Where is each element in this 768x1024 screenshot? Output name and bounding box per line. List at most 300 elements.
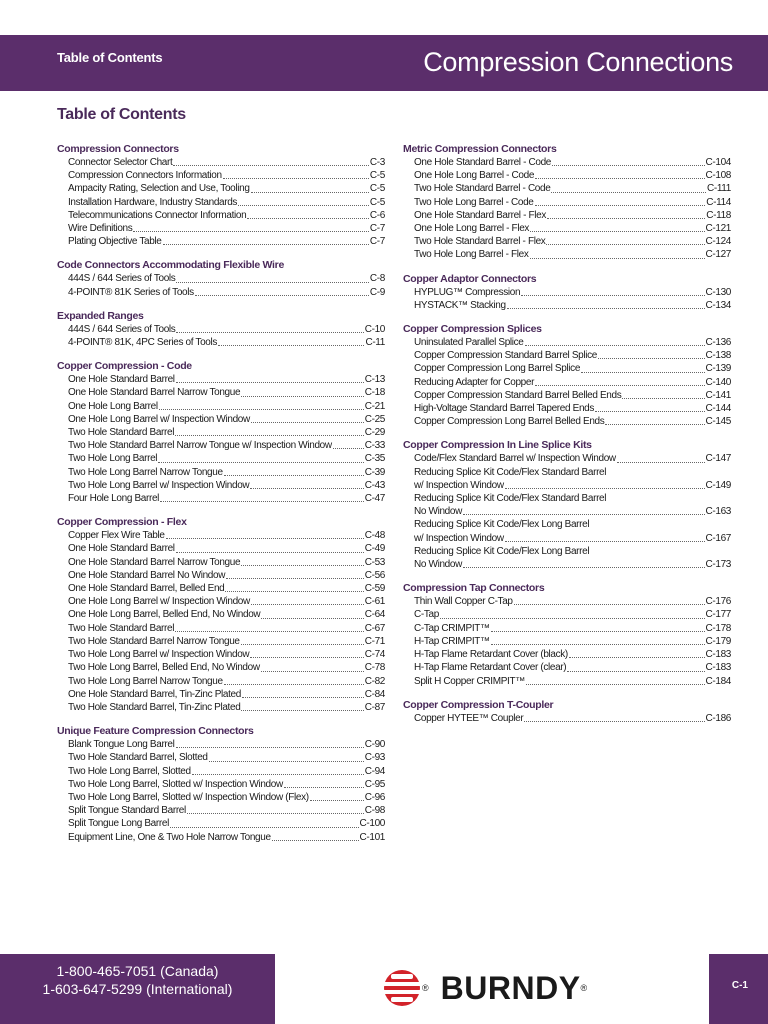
toc-entry[interactable]: [403, 156, 731, 169]
toc-leader-dots: [170, 827, 359, 828]
toc-entry-page: C-71: [364, 635, 385, 647]
toc-leader-dots: [176, 282, 368, 283]
toc-entry-page: C-49: [364, 543, 385, 555]
toc-leader-dots: [159, 409, 364, 410]
toc-entry-page: C-177: [705, 609, 731, 621]
toc-entry-title: One Hole Long Barrel: [68, 400, 158, 412]
toc-leader-dots: [225, 591, 363, 592]
toc-entry[interactable]: [403, 675, 731, 688]
toc-leader-dots: [251, 422, 364, 423]
toc-entry[interactable]: [57, 386, 385, 399]
toc-leader-dots: [552, 165, 704, 166]
toc-leader-dots: [218, 345, 364, 346]
toc-entry[interactable]: [403, 248, 731, 261]
toc-entry[interactable]: [57, 738, 385, 751]
toc-entry[interactable]: [403, 299, 731, 312]
toc-entry-page: C-108: [705, 170, 731, 182]
toc-leader-dots: [569, 657, 705, 658]
toc-entry-page: C-82: [364, 675, 385, 687]
toc-entry[interactable]: [403, 595, 731, 608]
toc-entry-page: C-144: [705, 403, 731, 415]
logo-wordmark: BURNDY: [440, 969, 581, 1006]
phone-international: 1-603-647-5299 (International): [42, 981, 233, 997]
toc-entry[interactable]: [57, 400, 385, 413]
toc-entry[interactable]: [57, 336, 385, 349]
toc-entry-title: Two Hole Standard Barrel - Code: [414, 183, 551, 195]
toc-entry[interactable]: [57, 582, 385, 595]
toc-leader-dots: [166, 538, 364, 539]
toc-entry-title: Copper Compression Standard Barrel Belled Ends: [414, 389, 622, 401]
toc-entry-title: Copper Compression Long Barrel Splice: [414, 363, 581, 375]
toc-entry-title: Code/Flex Standard Barrel w/ Inspection Window: [414, 453, 616, 465]
toc-entry-page: C-29: [364, 427, 385, 439]
toc-leader-dots: [261, 618, 363, 619]
toc-entry-page: C-140: [705, 376, 731, 388]
toc-leader-dots: [622, 398, 704, 399]
toc-entry[interactable]: [57, 169, 385, 182]
toc-entry-title: Two Hole Standard Barrel - Flex: [414, 236, 546, 248]
toc-leader-dots: [507, 308, 705, 309]
toc-entry[interactable]: [57, 765, 385, 778]
toc-entry-title: Two Hole Long Barrel - Code: [414, 196, 534, 208]
toc-leader-dots: [241, 710, 363, 711]
toc-entry[interactable]: [403, 415, 731, 428]
toc-entry-title: Two Hole Long Barrel Narrow Tongue: [68, 466, 223, 478]
toc-leader-dots: [551, 192, 706, 193]
toc-entry[interactable]: [403, 286, 731, 299]
toc-entry-title: Installation Hardware, Industry Standards: [68, 196, 238, 208]
toc-entry-page: C-43: [364, 479, 385, 491]
toc-entry[interactable]: [57, 479, 385, 492]
toc-entry-page: C-35: [364, 453, 385, 465]
toc-entry-title: One Hole Long Barrel w/ Inspection Window: [68, 596, 250, 608]
toc-entry-title: Reducing Splice Kit Code/Flex Long Barrel: [414, 545, 590, 557]
toc-leader-dots: [176, 382, 364, 383]
toc-entry-title: Copper Compression Standard Barrel Splice: [414, 350, 597, 362]
toc-entry[interactable]: [57, 373, 385, 386]
toc-entry-page: C-48: [364, 530, 385, 542]
toc-entry[interactable]: [57, 804, 385, 817]
toc-entry[interactable]: [57, 791, 385, 804]
toc-section-title: Copper Compression - Flex: [57, 516, 187, 529]
toc-entry[interactable]: [403, 635, 731, 648]
toc-entry-page: C-64: [364, 609, 385, 621]
toc-leader-dots: [158, 462, 364, 463]
toc-entry[interactable]: [403, 362, 731, 375]
toc-entry-title: Two Hole Long Barrel, Slotted: [68, 765, 191, 777]
toc-entry-title: C-Tap: [414, 609, 439, 621]
toc-entry[interactable]: [57, 556, 385, 569]
toc-entry-title: 444S / 644 Series of Tools: [68, 273, 176, 285]
toc-entry-page: C-56: [364, 569, 385, 581]
toc-leader-dots: [535, 385, 704, 386]
toc-entry[interactable]: [403, 505, 731, 518]
toc-entry-title: One Hole Standard Barrel: [68, 374, 175, 386]
toc-entry-title: Two Hole Long Barrel, Belled End, No Window: [68, 662, 260, 674]
toc-entry[interactable]: [403, 608, 731, 621]
toc-entry[interactable]: [57, 286, 385, 299]
toc-leader-dots: [530, 258, 705, 259]
toc-section-title: Copper Compression T-Coupler: [403, 698, 554, 711]
toc-entry[interactable]: [57, 413, 385, 426]
toc-entry[interactable]: [57, 492, 385, 505]
toc-section: [403, 439, 731, 571]
toc-leader-dots: [463, 567, 705, 568]
toc-entry-page: C-67: [364, 622, 385, 634]
toc-entry-title: Two Hole Long Barrel, Slotted w/ Inspection Window: [68, 778, 283, 790]
toc-entry-page: C-179: [705, 635, 731, 647]
toc-entry-page: C-8: [369, 273, 385, 285]
toc-entry[interactable]: [403, 466, 731, 479]
toc-entry-page: C-87: [364, 701, 385, 713]
toc-entry-title: Two Hole Long Barrel: [68, 453, 158, 465]
toc-entry[interactable]: [403, 336, 731, 349]
toc-leader-dots: [173, 165, 368, 166]
toc-entry[interactable]: [57, 661, 385, 674]
toc-entry-title: Equipment Line, One & Two Hole Narrow Tongue: [68, 831, 271, 843]
toc-entry[interactable]: [57, 222, 385, 235]
toc-entry-title: Thin Wall Copper C-Tap: [414, 596, 513, 608]
toc-entry-title: 4-POINT® 81K, 4PC Series of Tools: [68, 337, 218, 349]
toc-entry-title: Split Tongue Long Barrel: [68, 818, 169, 830]
toc-entry-title: Telecommunications Connector Information: [68, 209, 247, 221]
logo-registered-mark-2: ®: [580, 983, 588, 993]
toc-entry-page: C-121: [705, 223, 731, 235]
toc-leader-dots: [598, 358, 705, 359]
toc-entry-page: C-47: [364, 493, 385, 505]
toc-entry-page: C-141: [705, 389, 731, 401]
toc-entry[interactable]: [57, 272, 385, 285]
toc-entry[interactable]: [403, 479, 731, 492]
toc-entry-page: C-9: [369, 286, 385, 298]
toc-leader-dots: [505, 541, 705, 542]
toc-entry-title: Four Hole Long Barrel: [68, 493, 160, 505]
toc-section: [403, 699, 731, 725]
toc-entry[interactable]: [57, 569, 385, 582]
toc-leader-dots: [224, 684, 364, 685]
toc-entry-title: Copper HYTEE™ Coupler: [414, 712, 524, 724]
toc-section: [57, 725, 385, 844]
toc-entry[interactable]: [403, 196, 731, 209]
toc-leader-dots: [223, 178, 369, 179]
header-section-label: Table of Contents: [57, 50, 163, 65]
toc-entry[interactable]: [57, 323, 385, 336]
toc-entry-page: C-6: [369, 209, 385, 221]
toc-entry-title: One Hole Long Barrel - Flex: [414, 223, 530, 235]
toc-entry-title: Reducing Adapter for Copper: [414, 376, 535, 388]
toc-entry[interactable]: [57, 182, 385, 195]
toc-entry-page: C-61: [364, 596, 385, 608]
toc-entry[interactable]: [403, 169, 731, 182]
toc-entry-title: C-Tap CRIMPIT™: [414, 622, 490, 634]
toc-entry-page: C-53: [364, 556, 385, 568]
toc-leader-dots: [241, 644, 364, 645]
toc-leader-dots: [175, 435, 364, 436]
toc-entry-title: One Hole Standard Barrel, Tin-Zinc Plated: [68, 688, 241, 700]
toc-entry[interactable]: [403, 712, 731, 725]
toc-entry[interactable]: [57, 209, 385, 222]
burndy-logo-icon: [382, 968, 422, 1008]
toc-leader-dots: [440, 618, 705, 619]
toc-section: [403, 582, 731, 687]
toc-section-title: Compression Tap Connectors: [403, 582, 545, 595]
toc-section: [403, 143, 731, 262]
toc-entry-title: One Hole Long Barrel, Belled End, No Window: [68, 609, 261, 621]
toc-entry[interactable]: [57, 675, 385, 688]
toc-entry[interactable]: [403, 518, 731, 531]
toc-entry-title: One Hole Standard Barrel Narrow Tongue: [68, 387, 241, 399]
toc-leader-dots: [310, 800, 364, 801]
toc-entry-title: Two Hole Long Barrel w/ Inspection Window: [68, 479, 250, 491]
toc-entry-page: C-178: [705, 622, 731, 634]
toc-entry-page: C-136: [705, 337, 731, 349]
toc-leader-dots: [241, 565, 364, 566]
toc-entry[interactable]: [57, 156, 385, 169]
toc-entry-page: C-147: [705, 453, 731, 465]
toc-leader-dots: [242, 697, 364, 698]
toc-entry-title: H-Tap Flame Retardant Cover (clear): [414, 662, 567, 674]
toc-entry[interactable]: [403, 622, 731, 635]
toc-entry-page: C-5: [369, 170, 385, 182]
toc-entry[interactable]: [57, 778, 385, 791]
toc-entry-page: C-145: [705, 416, 731, 428]
toc-entry-title: Two Hole Long Barrel Narrow Tongue: [68, 675, 223, 687]
toc-entry-page: C-59: [364, 583, 385, 595]
toc-entry-title: Wire Definitions: [68, 223, 133, 235]
toc-entry-page: C-21: [364, 400, 385, 412]
toc-entry[interactable]: [57, 595, 385, 608]
toc-leader-dots: [567, 671, 704, 672]
toc-leader-dots: [224, 475, 364, 476]
toc-entry-page: C-118: [706, 209, 731, 221]
toc-entry[interactable]: [403, 648, 731, 661]
toc-leader-dots: [284, 787, 364, 788]
toc-entry-title: Reducing Splice Kit Code/Flex Long Barrel: [414, 519, 590, 531]
toc-leader-dots: [209, 761, 364, 762]
toc-entry-page: C-104: [705, 157, 731, 168]
toc-entry-title: Two Hole Standard Barrel: [68, 622, 175, 634]
toc-entry[interactable]: [57, 542, 385, 555]
toc-entry-page: C-84: [364, 688, 385, 700]
toc-entry-title: Two Hole Standard Barrel Narrow Tongue: [68, 635, 240, 647]
toc-entry[interactable]: [403, 558, 731, 571]
toc-entry[interactable]: [57, 622, 385, 635]
toc-leader-dots: [247, 218, 369, 219]
toc-entry[interactable]: [57, 426, 385, 439]
toc-entry[interactable]: [403, 209, 731, 222]
toc-entry[interactable]: [57, 439, 385, 452]
toc-entry-title: One Hole Standard Barrel - Flex: [414, 209, 546, 221]
toc-section: [57, 259, 385, 298]
toc-entry-title: Split H Copper CRIMPIT™: [414, 675, 525, 687]
toc-leader-dots: [176, 747, 364, 748]
toc-entry-page: C-127: [705, 249, 731, 261]
toc-leader-dots: [491, 644, 705, 645]
toc-entry-title: Two Hole Long Barrel w/ Inspection Window: [68, 649, 250, 661]
toc-leader-dots: [491, 631, 705, 632]
toc-entry-page: C-183: [705, 649, 731, 661]
logo-registered-mark: ®: [422, 983, 429, 993]
toc-entry-page: C-186: [705, 712, 731, 724]
toc-entry-title: Two Hole Standard Barrel, Slotted: [68, 752, 208, 764]
toc-entry-title: w/ Inspection Window: [414, 479, 504, 491]
toc-entry-title: Compression Connectors Information: [68, 170, 222, 182]
toc-leader-dots: [272, 840, 359, 841]
toc-entry-title: One Hole Standard Barrel: [68, 543, 175, 555]
toc-entry-page: C-7: [369, 236, 385, 248]
toc-entry-title: Blank Tongue Long Barrel: [68, 739, 175, 751]
toc-entry-page: C-183: [705, 662, 731, 674]
toc-entry-page: C-95: [364, 778, 385, 790]
toc-leader-dots: [241, 396, 364, 397]
toc-entry[interactable]: [57, 196, 385, 209]
toc-entry-title: Copper Flex Wire Table: [68, 530, 165, 542]
toc-section-title: Copper Compression In Line Splice Kits: [403, 439, 592, 452]
toc-entry[interactable]: [57, 529, 385, 542]
toc-entry-title: HYSTACK™ Stacking: [414, 299, 506, 311]
toc-entry[interactable]: [57, 831, 385, 844]
toc-section: [57, 516, 385, 714]
toc-entry-title: One Hole Standard Barrel - Code: [414, 157, 552, 168]
toc-entry[interactable]: [57, 452, 385, 465]
toc-entry[interactable]: [57, 751, 385, 764]
toc-entry-page: C-11: [365, 337, 385, 349]
toc-entry[interactable]: [403, 182, 731, 195]
toc-entry[interactable]: [403, 492, 731, 505]
toc-entry[interactable]: [57, 817, 385, 830]
toc-leader-dots: [333, 448, 364, 449]
toc-entry[interactable]: [57, 235, 385, 248]
toc-entry-title: One Hole Standard Barrel Narrow Tongue: [68, 556, 241, 568]
toc-entry[interactable]: [57, 466, 385, 479]
toc-entry-page: C-39: [364, 466, 385, 478]
toc-leader-dots: [581, 372, 704, 373]
toc-entry-page: C-5: [369, 196, 385, 208]
toc-entry-page: C-93: [364, 752, 385, 764]
toc-leader-dots: [187, 813, 364, 814]
footer-bar: [0, 954, 768, 1024]
toc-entry[interactable]: [403, 376, 731, 389]
toc-section: [403, 323, 731, 428]
toc-entry-page: C-134: [705, 299, 731, 311]
toc-leader-dots: [605, 424, 704, 425]
toc-entry-title: Ampacity Rating, Selection and Use, Tooling: [68, 183, 250, 195]
toc-entry-title: One Hole Standard Barrel No Window: [68, 569, 226, 581]
toc-leader-dots: [595, 411, 704, 412]
toc-entry-title: Plating Objective Table: [68, 236, 162, 248]
toc-entry[interactable]: [403, 452, 731, 465]
toc-entry-page: C-3: [369, 157, 385, 168]
toc-leader-dots: [175, 631, 364, 632]
toc-entry-page: C-78: [364, 662, 385, 674]
toc-entry-page: C-167: [705, 532, 731, 544]
toc-entry-title: Uninsulated Parallel Splice: [414, 337, 524, 349]
burndy-logo: [382, 966, 607, 1010]
toc-entry[interactable]: [403, 235, 731, 248]
toc-entry[interactable]: [403, 349, 731, 362]
toc-entry[interactable]: [403, 545, 731, 558]
toc-entry-page: C-5: [369, 183, 385, 195]
toc-entry[interactable]: [403, 402, 731, 415]
toc-leader-dots: [617, 462, 705, 463]
toc-entry[interactable]: [403, 532, 731, 545]
page-number: C-1: [731, 980, 748, 991]
toc-entry[interactable]: [57, 635, 385, 648]
toc-entry-title: 444S / 644 Series of Tools: [68, 323, 176, 335]
toc-entry-page: C-94: [364, 765, 385, 777]
toc-leader-dots: [525, 345, 705, 346]
toc-entry-page: C-101: [359, 831, 385, 843]
toc-entry[interactable]: [403, 389, 731, 402]
toc-section: [57, 360, 385, 505]
toc-leader-dots: [226, 578, 364, 579]
toc-leader-dots: [547, 218, 705, 219]
toc-leader-dots: [535, 178, 704, 179]
toc-entry-page: C-149: [705, 479, 731, 491]
toc-entry-title: Two Hole Long Barrel - Flex: [414, 249, 529, 261]
toc-entry-title: Two Hole Standard Barrel: [68, 427, 175, 439]
toc-leader-dots: [530, 231, 704, 232]
toc-entry-page: C-124: [705, 236, 731, 248]
header-title: Compression Connections: [423, 47, 733, 77]
toc-entry-title: Two Hole Standard Barrel Narrow Tongue w/ Inspection Window: [68, 440, 332, 452]
toc-entry[interactable]: [57, 648, 385, 661]
toc-entry[interactable]: [57, 688, 385, 701]
toc-entry-page: C-98: [364, 805, 385, 817]
toc-leader-dots: [250, 488, 363, 489]
header-bar: [0, 35, 768, 91]
toc-entry-title: H-Tap CRIMPIT™: [414, 635, 490, 647]
toc-section-title: Copper Compression Splices: [403, 323, 542, 336]
toc-entry-title: HYPLUG™ Compression: [414, 286, 521, 298]
toc-entry-page: C-176: [705, 596, 731, 608]
toc-entry-title: Connector Selector Chart: [68, 157, 173, 168]
toc-section-title: Copper Compression - Code: [57, 360, 192, 373]
toc-leader-dots: [521, 295, 704, 296]
toc-entry[interactable]: [57, 608, 385, 621]
toc-section: [57, 310, 385, 349]
toc-leader-dots: [250, 657, 363, 658]
toc-entry-title: Split Tongue Standard Barrel: [68, 805, 186, 817]
toc-leader-dots: [251, 192, 369, 193]
toc-leader-dots: [514, 604, 705, 605]
toc-entry-page: C-130: [705, 286, 731, 298]
toc-entry-page: C-163: [705, 506, 731, 518]
contact-phones: [0, 962, 275, 998]
toc-entry-title: One Hole Long Barrel - Code: [414, 170, 535, 182]
toc-entry[interactable]: [403, 222, 731, 235]
toc-entry-title: Two Hole Long Barrel, Slotted w/ Inspection Window (Flex): [68, 791, 309, 803]
toc-leader-dots: [546, 244, 704, 245]
toc-section-title: Expanded Ranges: [57, 309, 144, 322]
toc-entry-title: High-Voltage Standard Barrel Tapered Ends: [414, 403, 595, 415]
toc-leader-dots: [163, 244, 369, 245]
page-title: Table of Contents: [57, 106, 186, 123]
toc-entry-page: C-173: [705, 559, 731, 571]
toc-right-column: [403, 143, 731, 736]
toc-entry-page: C-138: [705, 350, 731, 362]
toc-entry-page: C-114: [706, 196, 731, 208]
toc-entry-page: C-25: [364, 413, 385, 425]
toc-section-title: Code Connectors Accommodating Flexible Wire: [57, 259, 284, 272]
logo-panel: [275, 954, 709, 1024]
toc-entry-page: C-111: [706, 183, 731, 195]
toc-entry-title: No Window: [414, 506, 462, 518]
toc-section-title: Copper Adaptor Connectors: [403, 272, 537, 285]
toc-entry[interactable]: [403, 661, 731, 674]
toc-section: [57, 143, 385, 248]
toc-entry[interactable]: [57, 701, 385, 714]
